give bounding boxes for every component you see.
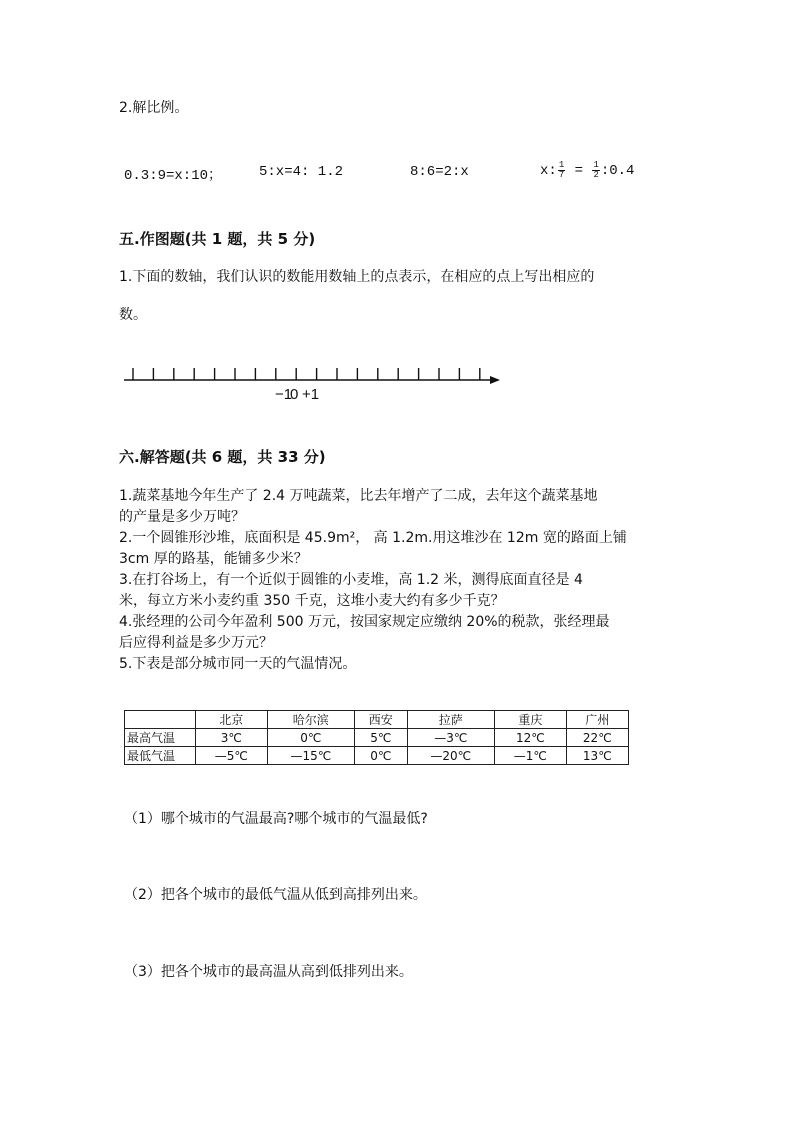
number-line-ticks bbox=[133, 368, 480, 380]
proportion-equation-1: 0.3:9=x:10； bbox=[124, 168, 223, 184]
sub-question-2: （2）把各个城市的最低气温从低到高排列出来。 bbox=[124, 887, 427, 903]
table-header-cell: 北京 bbox=[196, 711, 268, 729]
axis-label-plus-one: +1 bbox=[302, 386, 320, 403]
eq4-suffix: :0.4 bbox=[600, 163, 635, 180]
eq4-prefix: x: bbox=[540, 163, 557, 180]
axis-label-minus-one: −1 bbox=[275, 386, 293, 403]
section-5-heading: 五.作图题(共 1 题，共 5 分) bbox=[119, 230, 316, 248]
section-5-question-line-1: 1.下面的数轴，我们认识的数能用数轴上的点表示，在相应的点上写出相应的 bbox=[119, 269, 595, 285]
fraction-numerator: 1 bbox=[558, 160, 565, 170]
table-row-label: 最高气温 bbox=[125, 729, 196, 747]
table-header-cell: 重庆 bbox=[495, 711, 567, 729]
table-corner-cell bbox=[125, 711, 196, 729]
question-line: 的产量是多少万吨？ bbox=[119, 509, 245, 525]
table-cell: —3℃ bbox=[407, 729, 495, 747]
section-6-questions bbox=[119, 486, 627, 675]
table-cell: 22℃ bbox=[566, 729, 628, 747]
table-cell: 0℃ bbox=[267, 729, 355, 747]
eq4-equals: = bbox=[566, 163, 592, 180]
table-header-row bbox=[125, 711, 629, 729]
question-line: 4.张经理的公司今年盈利 500 万元，按国家规定应缴纳 20%的税款，张经理最 bbox=[119, 614, 610, 630]
number-line-arrow-icon bbox=[490, 376, 500, 384]
fraction-denominator: 2 bbox=[593, 170, 599, 180]
proportion-equation-4 bbox=[540, 161, 634, 180]
table-cell: —20℃ bbox=[407, 747, 495, 765]
sub-question-3: （3）把各个城市的最高温从高到低排列出来。 bbox=[124, 964, 413, 980]
table-cell: 13℃ bbox=[566, 747, 628, 765]
question-line: 1.蔬菜基地今年生产了 2.4 万吨蔬菜，比去年增产了二成，去年这个蔬菜基地 bbox=[119, 488, 598, 504]
proportion-equation-3: 8:6=2:x bbox=[410, 164, 469, 180]
sub-question-1: （1）哪个城市的气温最高?哪个城市的气温最低? bbox=[124, 811, 428, 827]
question-line: 米，每立方米小麦约重 350 千克，这堆小麦大约有多少千克？ bbox=[119, 593, 505, 609]
table-cell: —1℃ bbox=[495, 747, 567, 765]
question-line: 5.下表是部分城市同一天的气温情况。 bbox=[119, 656, 357, 672]
temperature-table bbox=[124, 710, 629, 765]
table-cell: 5℃ bbox=[355, 729, 407, 747]
table-cell: —5℃ bbox=[196, 747, 268, 765]
number-line bbox=[120, 360, 510, 405]
table-cell: 3℃ bbox=[196, 729, 268, 747]
proportion-equation-2: 5:x=4: 1.2 bbox=[259, 164, 344, 180]
table-row bbox=[125, 729, 629, 747]
question-line: 后应得利益是多少万元？ bbox=[119, 635, 273, 651]
table-header-cell: 拉萨 bbox=[407, 711, 495, 729]
table-cell: —15℃ bbox=[267, 747, 355, 765]
question-line: 3.在打谷场上，有一个近似于圆锥的小麦堆，高 1.2 米，测得底面直径是 4 bbox=[119, 572, 583, 588]
question-line: 3cm 厚的路基，能铺多少米？ bbox=[119, 551, 308, 567]
table-cell: 12℃ bbox=[495, 729, 567, 747]
fraction-1-7 bbox=[558, 161, 565, 180]
section-5-question-line-2: 数。 bbox=[119, 307, 147, 323]
table-header-cell: 哈尔滨 bbox=[267, 711, 355, 729]
question-line: 2.一个圆锥形沙堆，底面积是 45.9m²， 高 1.2m.用这堆沙在 12m 宽的路面上铺 bbox=[119, 530, 627, 546]
table-row bbox=[125, 747, 629, 765]
section-6-heading: 六.解答题(共 6 题，共 33 分) bbox=[119, 448, 326, 466]
table-header-cell: 广州 bbox=[566, 711, 628, 729]
fraction-denominator: 7 bbox=[558, 170, 565, 180]
section-2-title: 2.解比例。 bbox=[119, 100, 189, 116]
fraction-numerator: 1 bbox=[593, 160, 599, 170]
table-header-cell: 西安 bbox=[355, 711, 407, 729]
table-row-label: 最低气温 bbox=[125, 747, 196, 765]
fraction-1-2 bbox=[592, 161, 599, 180]
table-cell: 0℃ bbox=[355, 747, 407, 765]
axis-label-zero: 0 bbox=[290, 386, 299, 403]
